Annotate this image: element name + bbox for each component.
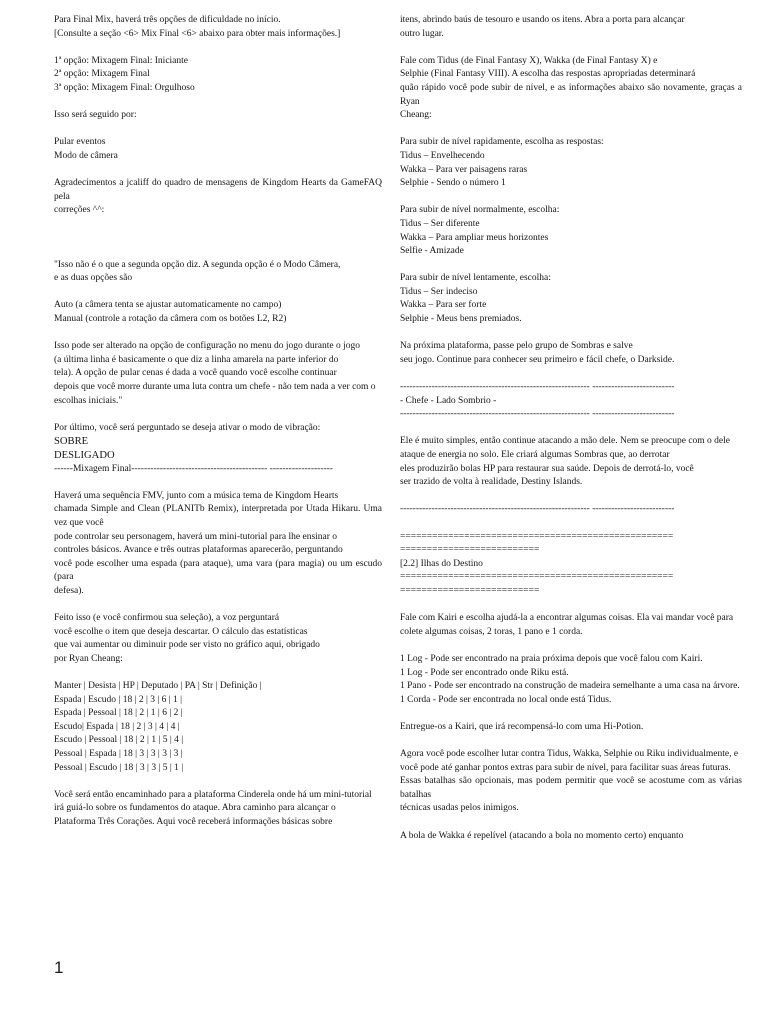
text-line: Wakka – Para ampliar meus horizontes [400,232,549,243]
text-line: Escudo | Pessoal | 18 | 2 | 1 | 5 | 4 | [54,735,184,746]
text-line: ------------------------------------------------------------ -------------------------- [400,409,675,420]
text-line: [Consulte a seção <6> Mix Final <6> abaixo para obter mais informações.] [54,28,341,39]
paragraph [54,612,382,666]
text-line: colete algumas coisas, 2 toras, 1 pano e 1 corda. [400,626,583,637]
paragraph [54,340,382,408]
text-line: Isso pode ser alterado na opção de configuração no menu do jogo durante o jogo [54,341,361,352]
text-line: Por último, você será perguntado se deseja ativar o modo de vibração: [54,422,321,433]
paragraph [400,748,742,816]
text-line: Entregue-os a Kairi, que irá recompensá-lo com uma Hi-Potion. [400,721,644,732]
text-line: Modo de câmera [54,150,118,161]
text-line: Agora você pode escolher lutar contra Tidus, Wakka, Selphie ou Riku individualmente, e [400,749,739,760]
text-line: Manter | Desista | HP | Deputado | PA | Str | Definição | [54,681,262,692]
text-line: quão rápido você pode subir de nível, e as informações abaixo são novamente, graças a Ryan [400,82,742,107]
text-line: ------------------------------------------------------------ -------------------------- [400,382,675,393]
paragraph [400,435,742,489]
paragraph [400,204,742,258]
text-line: =================================================== [400,572,674,583]
text-line: Auto (a câmera tenta se ajustar automaticamente no campo) [54,300,282,311]
paragraph [54,259,382,286]
text-line: você pode até ganhar pontos extras para subir de nível, para facilitar suas áreas futuras. [400,762,731,773]
text-line: Plataforma Três Corações. Aqui você receberá informações básicas sobre [54,817,333,828]
text-line: eles produzirão bolas HP para restaurar sua saúde. Depois de derrotá-lo, você [400,463,694,474]
text-line: Fale com Kairi e escolha ajudá-la a encontrar algumas coisas. Ela vai mandar você para [400,613,734,624]
text-line: Espada | Escudo | 18 | 2 | 3 | 6 | 1 | [54,694,183,705]
text-line: ser trazido de volta à realidade, Destiny Islands. [400,477,583,488]
text-line: Selphie - Meus bens premiados. [400,314,522,325]
text-line: Tidus – Ser diferente [400,218,480,229]
text-line: por Ryan Cheang: [54,653,123,664]
text-line: Haverá uma sequência FMV, junto com a música tema de Kingdom Hearts [54,490,339,501]
text-line: seu jogo. Continue para conhecer seu primeiro e fácil chefe, o Darkside. [400,354,675,365]
text-line: Escudo| Espada | 18 | 2 | 3 | 4 | 4 | [54,721,180,732]
text-line: escolhas iniciais." [54,395,123,406]
text-line: chamada Simple and Clean (PLANITb Remix), interpretada por Utada Hikaru. Uma vez que você [54,504,382,528]
text-line: DESLIGADO [54,450,115,461]
text-line: Wakka – Para ser forte [400,300,487,311]
text-line: itens, abrindo baús de tesouro e usando os itens. Abra a porta para alcançar [400,15,685,25]
text-line: Isso será seguido por: [54,110,137,121]
text-line: =================================================== [400,531,674,542]
text-line: Fale com Tidus (de Final Fantasy X), Wakka (de Final Fantasy X) e [400,55,658,66]
paragraph [400,340,742,367]
text-line: depois que você morre durante uma luta contra um chefe - não tem nada a ver com o [54,382,376,393]
text-line: você escolhe o item que deseja descartar. O cálculo das estatísticas [54,626,308,637]
text-line: técnicas usadas pelos inimigos. [400,803,519,814]
paragraph [400,503,742,517]
text-line: ------------------------------------------------------------ -------------------------- [400,504,675,515]
text-line: ========================== [400,585,540,596]
text-line: ------Mixagem Final------------------------------------------- -------------------- [54,463,333,474]
text-line: controles básicos. Avance e três outras plataformas aparecerão, perguntando [54,545,343,556]
text-line: Pessoal | Escudo | 18 | 3 | 3 | 5 | 1 | [54,762,184,773]
paragraph [54,490,382,599]
text-line: Pular eventos [54,137,106,148]
text-line: Para subir de nível rapidamente, escolha as respostas: [400,137,604,148]
paragraph [54,232,382,246]
text-line: e as duas opções são [54,273,133,284]
text-line: 2ª opção: Mixagem Final [54,69,150,80]
text-line: 1ª opção: Mixagem Final: Iniciante [54,55,189,66]
text-line: outro lugar. [400,28,444,39]
text-line: Tidus – Envelhecendo [400,150,485,161]
text-line: 1 Log - Pode ser encontrado onde Riku está. [400,667,569,678]
text-line: você pode escolher uma espada (para ataque), uma vara (para magia) ou um escudo (para [54,558,382,583]
text-line: defesa). [54,585,84,596]
paragraph [400,612,742,639]
paragraph [54,177,382,218]
text-line: correções ^^: [54,205,105,216]
paragraph [400,653,742,707]
paragraph [400,830,742,844]
paragraph [400,381,742,422]
text-line: Espada | Pessoal | 18 | 2 | 1 | 6 | 2 | [54,708,183,719]
text-line: (a última linha é basicamente o que diz a linha amarela na parte inferior do [54,354,339,365]
text-line: pode controlar seu personagem, haverá um mini-tutorial para lhe ensinar o [54,531,338,542]
paragraph [54,299,382,326]
right-text-column [400,14,742,857]
text-line: Para Final Mix, haverá três opções de dificuldade no início. [54,15,281,25]
text-line: Na próxima plataforma, passe pelo grupo de Sombras e salve [400,341,633,352]
text-line: Você será então encaminhado para a plataforma Cinderela onde há um mini-tutorial [54,789,372,800]
text-line: Cheang: [400,110,432,121]
text-line: SOBRE [54,436,89,448]
text-line: Essas batalhas são opcionais, mas podem permitir que você se acostume com as várias batalhas [400,776,742,800]
text-line: 3ª opção: Mixagem Final: Orgulhoso [54,82,195,93]
text-line: Manual (controle a rotação da câmera com os botões L2, R2) [54,314,287,325]
text-line: A bola de Wakka é repelível (atacando a bola no momento certo) enquanto [400,830,684,841]
text-line [54,232,382,246]
page-number: 1 [54,958,64,977]
paragraph [54,422,382,476]
paragraph [54,14,382,41]
text-line: [2.2] Ilhas do Destino [400,558,483,569]
text-line: tela). A opção de pular cenas é dada a você quando você escolhe continuar [54,368,337,379]
text-line: ataque de energia no solo. Ele criará algumas Sombras que, ao derrotar [400,450,670,460]
text-line: - Chefe - Lado Sombrio - [400,395,497,406]
text-line: Agradecimentos a jcaliff do quadro de mensagens de Kingdom Hearts da GameFAQ pela [54,178,382,202]
text-line: Feito isso (e você confirmou sua seleção), a voz perguntará [54,613,280,624]
text-line: Wakka – Para ver paisagens raras [400,164,528,175]
text-line: irá guiá-lo sobre os fundamentos do ataque. Abra caminho para alcançar o [54,803,336,814]
text-line: 1 Pano - Pode ser encontrado na construção de madeira semelhante a uma casa na árvore. [400,681,740,692]
text-line: Para subir de nível normalmente, escolha: [400,205,560,216]
paragraph [54,680,382,775]
text-line: 1 Log - Pode ser encontrado na praia próxima depois que você falou com Kairi. [400,653,703,664]
left-text-column [54,14,382,843]
paragraph [54,789,382,830]
text-line: Selphie - Sendo o número 1 [400,178,506,189]
text-line: "Isso não é o que a segunda opção diz. A segunda opção é o Modo Câmera, [54,259,341,270]
paragraph [400,14,742,41]
text-line: 1 Corda - Pode ser encontrada no local onde está Tidus. [400,694,612,705]
text-line: Selfie - Amizade [400,246,464,257]
paragraph [400,531,742,599]
text-line: Tidus – Ser indeciso [400,286,478,297]
paragraph [400,55,742,123]
text-line: Para subir de nível lentamente, escolha: [400,273,551,284]
text-line: Pessoal | Espada | 18 | 3 | 3 | 3 | 3 | [54,749,183,760]
text-line: ========================== [400,545,540,556]
paragraph [400,136,742,190]
text-line: Selphie (Final Fantasy VIII). A escolha das respostas apropriadas determinará [400,69,696,80]
paragraph [54,109,382,123]
text-line: Ele é muito simples, então continue atacando a mão dele. Nem se preocupe com o dele [400,436,731,447]
text-line: que vai aumentar ou diminuir pode ser visto no gráfico aqui, obrigado [54,640,320,651]
paragraph [400,721,742,735]
paragraph [54,136,382,163]
paragraph [54,55,382,96]
paragraph [400,272,742,326]
